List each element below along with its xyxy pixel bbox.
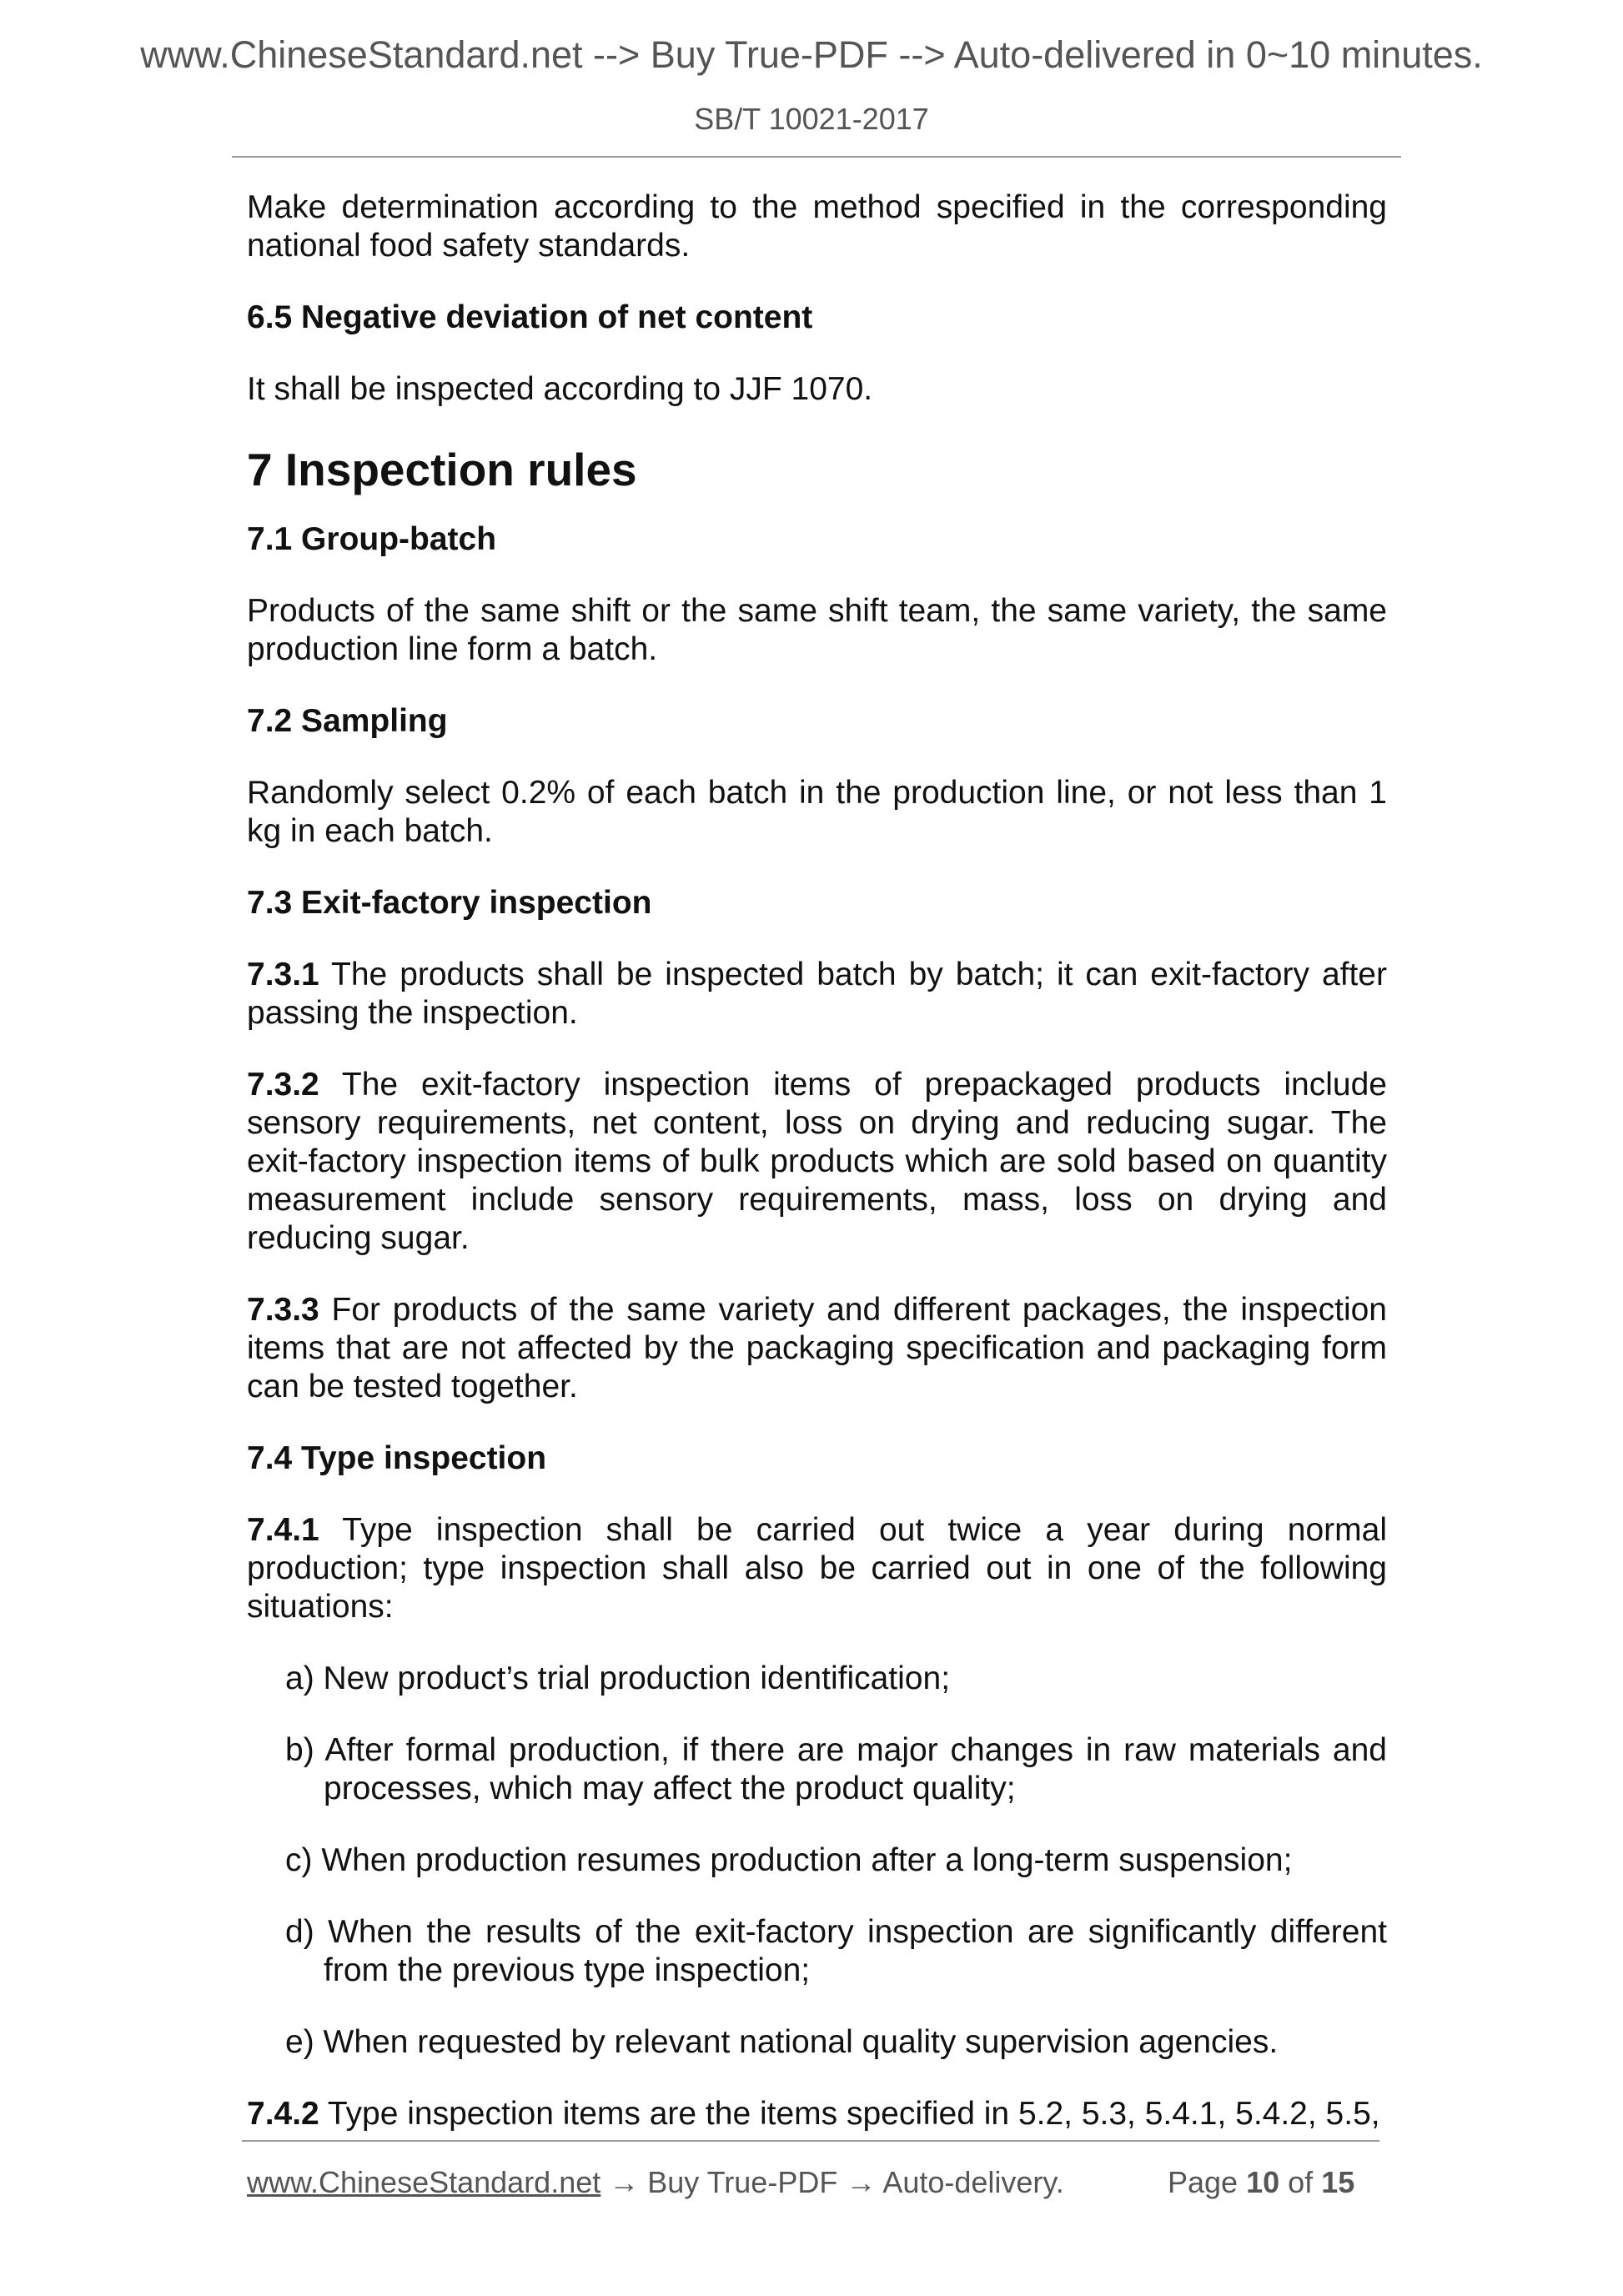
site-banner: www.ChineseStandard.net --> Buy True-PDF --> Auto-delivered in 0~10 minutes.: [140, 33, 1483, 76]
clause-number: 7.3.3: [247, 1292, 319, 1328]
heading-6-5: 6.5 Negative deviation of net content: [247, 299, 813, 335]
clause-number: 7.4.2: [247, 2096, 319, 2132]
clause-7-4-1: [247, 1511, 1387, 1626]
clause-text: Type inspection items are the items specified in 5.2, 5.3, 5.4.1, 5.4.2, 5.5,: [319, 2096, 1380, 2132]
clause-7-4-2: [247, 2095, 1387, 2133]
intro-paragraph: Make determination according to the method specified in the corresponding national food safety standards.: [247, 189, 1387, 264]
clause-number: 7.3.1: [247, 957, 319, 992]
header-divider: [232, 156, 1401, 158]
footer-promo-text: → Buy True-PDF → Auto-delivery.: [600, 2165, 1064, 2199]
heading-7-1: 7.1 Group-batch: [247, 521, 497, 557]
footer-divider: [242, 2140, 1379, 2142]
clause-number: 7.4.1: [247, 1512, 319, 1548]
clause-number: 7.3.2: [247, 1067, 319, 1103]
heading-7-3: 7.3 Exit-factory inspection: [247, 885, 652, 921]
paragraph-6-5: It shall be inspected according to JJF 1070.: [247, 371, 873, 407]
clause-7-3-2: [247, 1066, 1387, 1258]
page-label: Page: [1168, 2165, 1239, 2199]
total-pages: 15: [1321, 2165, 1355, 2199]
footer-promo: [247, 2165, 1064, 2200]
paragraph-7-2: Randomly select 0.2% of each batch in the production line, or not less than 1 kg in each batch.: [247, 775, 1387, 849]
list-item-e: e) When requested by relevant national quality supervision agencies.: [285, 2024, 1279, 2060]
footer-site-link[interactable]: www.ChineseStandard.net: [247, 2165, 601, 2199]
page-number: 10: [1246, 2165, 1280, 2199]
heading-7: 7 Inspection rules: [247, 444, 637, 495]
list-item-c: c) When production resumes production after a long-term suspension;: [285, 1842, 1293, 1878]
clause-7-3-3: [247, 1291, 1387, 1406]
list-item-d: d) When the results of the exit-factory inspection are significantly different from the previous type inspection;: [285, 1914, 1387, 1988]
paragraph-7-1: Products of the same shift or the same shift team, the same variety, the same production line form a batch.: [247, 593, 1387, 667]
of-label: of: [1288, 2165, 1314, 2199]
page-content: [247, 188, 1387, 2167]
clause-text: Type inspection shall be carried out twice a year during normal production; type inspection shall also be carried out in one of the following situations:: [247, 1512, 1387, 1625]
page-indicator: [1168, 2165, 1354, 2200]
clause-text: The exit-factory inspection items of prepackaged products include sensory requirements, net content, loss on drying and reducing sugar. The exit-factory inspection items of bulk products which are sold based on quantity measurement include sensory requirements, mass, loss on drying and reducing sugar.: [247, 1067, 1387, 1256]
clause-text: For products of the same variety and different packages, the inspection items that are not affected by the packaging specification and packaging form can be tested together.: [247, 1292, 1387, 1404]
clause-7-3-1: [247, 956, 1387, 1032]
list-item-b: b) After formal production, if there are major changes in raw materials and processes, which may affect the product quality;: [285, 1732, 1387, 1806]
list-item-a: a) New product’s trial production identification;: [285, 1660, 951, 1696]
document-code: SB/T 10021-2017: [694, 102, 929, 136]
heading-7-2: 7.2 Sampling: [247, 703, 448, 739]
clause-text: The products shall be inspected batch by batch; it can exit-factory after passing the inspection.: [247, 957, 1387, 1031]
heading-7-4: 7.4 Type inspection: [247, 1440, 547, 1476]
